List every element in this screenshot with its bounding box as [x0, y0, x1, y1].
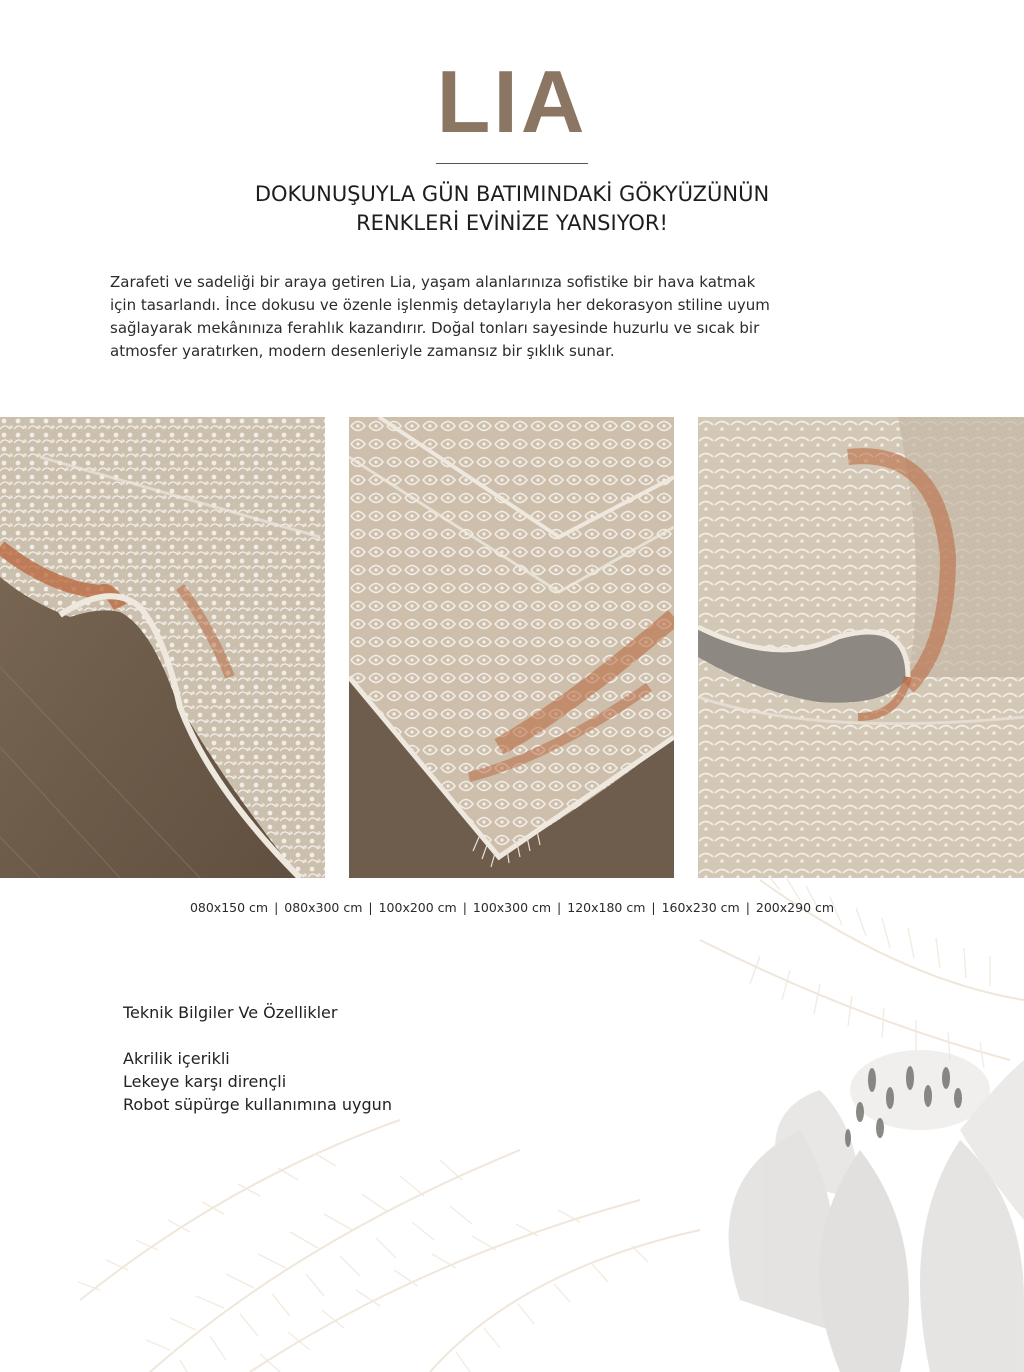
size-item: 080x300 cm	[284, 900, 363, 915]
size-separator: |	[462, 900, 467, 915]
headline-line: DOKUNUŞUYLA GÜN BATIMINDAKİ GÖKYÜZÜNÜN	[254, 182, 770, 206]
rug-corner-photo-icon	[349, 417, 674, 878]
size-item: 080x150 cm	[189, 900, 269, 915]
brand-logo: LIA	[436, 52, 588, 151]
size-item: 100x200 cm	[378, 900, 457, 915]
headline-line: RENKLERİ EVİNİZE YANSIYOR!	[356, 211, 668, 235]
intro-line: sağlayarak mekânınıza ferahlık kazandırır. Doğal tonları sayesinde huzurlu ve sıcak bir	[110, 319, 760, 337]
spec-item: Akrilik içerikli	[123, 1049, 230, 1068]
size-separator: |	[745, 900, 750, 915]
specs-list	[123, 1047, 392, 1116]
size-separator: |	[557, 900, 562, 915]
headline	[0, 180, 1024, 238]
rug-rolled-photo-icon	[698, 417, 1024, 878]
size-separator: |	[651, 900, 656, 915]
size-item: 100x300 cm	[472, 900, 552, 915]
size-item: 160x230 cm	[661, 900, 740, 915]
size-list	[0, 900, 1024, 915]
specs-heading: Teknik Bilgiler Ve Özellikler	[123, 1003, 338, 1022]
product-photo-3	[698, 417, 1024, 878]
size-item: 200x290 cm	[755, 900, 835, 915]
intro-paragraph	[110, 271, 910, 363]
spec-item: Lekeye karşı dirençli	[123, 1072, 287, 1091]
title-divider	[436, 163, 588, 164]
product-photo-2	[349, 417, 674, 878]
size-item: 120x180 cm	[567, 900, 646, 915]
intro-line: için tasarlandı. İnce dokusu ve özenle işlenmiş detaylarıyla her dekorasyon stiline uyum	[110, 296, 770, 314]
size-separator: |	[274, 900, 279, 915]
intro-line: Zarafeti ve sadeliği bir araya getiren Lia, yaşam alanlarınıza sofistike bir hava katmak	[110, 273, 756, 291]
rug-on-floor-photo-icon	[0, 417, 325, 878]
spec-item: Robot süpürge kullanımına uygun	[123, 1095, 392, 1114]
intro-line: atmosfer yaratırken, modern desenleriyle zamansız bir şıklık sunar.	[110, 342, 615, 360]
product-photo-1	[0, 417, 325, 878]
size-separator: |	[368, 900, 373, 915]
